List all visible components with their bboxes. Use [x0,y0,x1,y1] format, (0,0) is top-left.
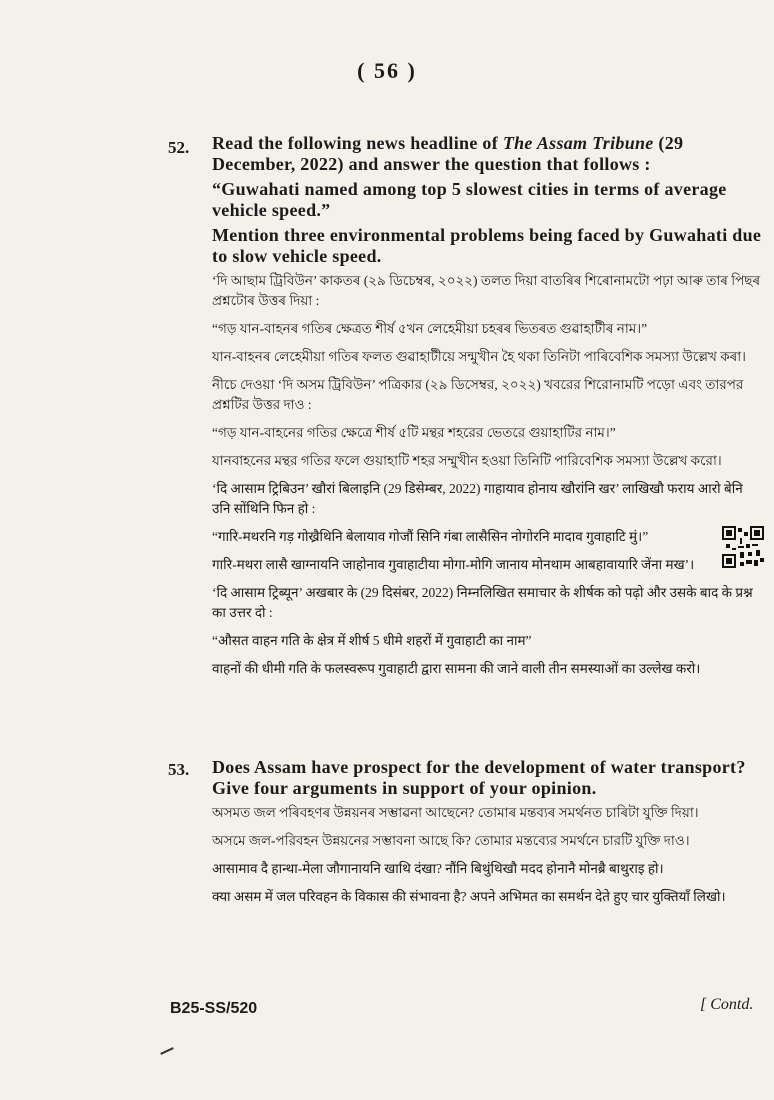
q52-english-date: (29 December, 2022) and answer the question that follows : [212,133,684,174]
qr-code-icon [722,526,764,568]
q53-hindi: क्या असम में जल परिवहन के विकास की संभावना है? अपने अभिमत का समर्थन देते हुए चार युक्तियाँ लिखो। [212,889,726,904]
q52-assamese-headline: “গড় যান-বাহনৰ গতিৰ ক্ষেত্ৰত শীৰ্ষ ৫খন লেহেমীয়া চহৰৰ ভিতৰত গুৱাহাটীৰ নাম।” [212,321,648,336]
q52-bengali-question: যানবাহনের মন্থর গতির ফলে গুয়াহাটি শহর সম্মুখীন হওয়া তিনিটি পারিবেশিক সমস্যা উল্লেখ করো। [212,453,722,468]
question-53 [212,757,764,915]
pen-mark [160,1047,174,1055]
continued-label: [ Contd. [700,996,754,1013]
q52-bengali-intro: নীচে দেওয়া ‘দি অসম ট্রিবিউন’ পত্রিকার (২৯ ডিসেম্বর, ২০২২) খবরের শিরোনামটি পড়ো এবং তারপর প্রশ্নটির উত্তর দাও : [212,377,744,412]
q52-bodo-question: गारि-मथरा लासै खाग्नायनि जाहोनाव गुवाहाटीया मोगा-मोगि जानाय मोनथाम आबहावायारि जेंना मख’। [212,557,695,572]
q52-hindi-intro: ‘दि आसाम ट्रिब्यून’ अखबार के (29 दिसंबर, 2022) निम्नलिखित समाचार के शीर्षक को पढ़ो और उसके बाद के प्रश्न का उत्तर दो : [212,585,753,620]
q53-english: Does Assam have prospect for the development of water transport? Give four arguments in support of your opinion. [212,757,746,798]
q53-bengali: অসমে জল-পরিবহন উন্নয়নের সম্ভাবনা আছে কি? তোমার মন্তব্যের সমর্থনে চারটি যুক্তি দাও। [212,833,690,848]
question-53-number: 53. [168,760,190,779]
q53-bodo: आसामाव दै हान्था-मेला जौगानायनि खाथि दंखा? नौंनि बिथुंथिखौ मदद होनानै मोनब्रै बाथुराइ हो। [212,861,664,876]
page-number: ( 56 ) [357,58,417,83]
question-52 [212,133,764,687]
newspaper-name: The Assam Tribune [502,133,654,153]
q52-hindi-question: वाहनों की धीमी गति के फलस्वरूप गुवाहाटी द्वारा सामना की जाने वाली तीन समस्याओं का उल्लेख करो। [212,661,701,676]
q52-bodo-headline: “गारि-मथरनि गड़ गोख्रैथिनि बेलायाव गोजौं सिनि गंबा लासैसिन नोगोरनि मादाव गुवाहाटि मुं।” [212,529,649,544]
q52-english-headline: “Guwahati named among top 5 slowest cities in terms of average vehicle speed.” [212,179,727,220]
paper-code: B25-SS/520 [170,1000,258,1017]
q52-assamese-intro: ‘দি আছাম ট্ৰিবিউন’ কাকতৰ (২৯ ডিচেম্বৰ, ২০২২) তলত দিয়া বাতৰিৰ শিৰোনামটো পঢ়া আৰু তাৰ পিছৰ প্ৰশ্নটোৰ উত্তৰ দিয়া : [212,273,761,308]
q52-english-question: Mention three environmental problems being faced by Guwahati due to slow vehicle speed. [212,225,762,266]
q52-assamese-question: যান-বাহনৰ লেহেমীয়া গতিৰ ফলত গুৱাহাটীয়ে সন্মুখীন হৈ থকা তিনিটা পাৰিবেশিক সমস্যা উল্লেখ কৰা। [212,349,746,364]
q53-assamese: অসমত জল পৰিবহণৰ উন্নয়নৰ সম্ভাৱনা আছেনে? তোমাৰ মন্তব্যৰ সমৰ্থনত চাৰিটা যুক্তি দিয়া। [212,805,699,820]
question-52-number: 52. [168,138,190,157]
q52-hindi-headline: “औसत वाहन गति के क्षेत्र में शीर्ष 5 धीमे शहरों में गुवाहाटी का नाम” [212,633,532,648]
q52-english-intro-text: Read the following news headline of [212,133,503,153]
q52-bengali-headline: “গড় যান-বাহনের গতির ক্ষেত্রে শীর্ষ ৫টি মন্থর শহরের ভেতরে গুয়াহাটির নাম।” [212,425,616,440]
q52-bodo-intro: ‘दि आसाम ट्रिबिउन’ खौरां बिलाइनि (29 डिसेम्बर, 2022) गाहायाव होनाय खौरांनि खर’ लाखिखौ फराय आरो बेनि उनि सोंथिनि फिन हो : [212,481,743,516]
q52-english-intro [212,133,764,175]
